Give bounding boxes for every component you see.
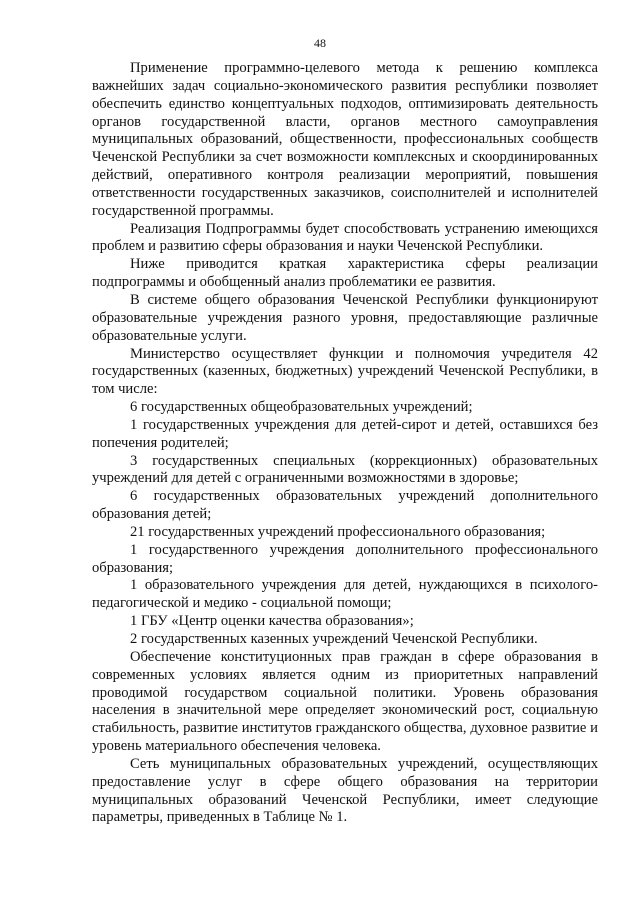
paragraph-municipal-network: Сеть муниципальных образовательных учреждений, осуществляющих предоставление услуг в сфере общего образования на территории муниципальных образований Чеченской Республики, имеет следующие параметры, приведенных в Таблице № 1. <box>92 755 598 826</box>
list-item-state-institutions: 2 государственных казенных учреждений Чеченской Республики. <box>130 631 538 647</box>
paragraph-brief-characteristics: Ниже приводится краткая характеристика сферы реализации подпрограммы и обобщенный анализ проблематики ее развития. <box>92 256 598 291</box>
paragraph-subprogram-implementation: Реализация Подпрограммы будет способствовать устранению имеющихся проблем и развитию сферы образования и науки Чеченской Республики. <box>92 220 598 255</box>
list-item-additional-education: 6 государственных образовательных учреждений дополнительного образования детей; <box>92 488 598 523</box>
paragraph-program-target-method: Применение программно-целевого метода к решению комплекса важнейших задач социально-экономического развития республики позволяет обеспечить единство концептуальных подходов, оптимизировать деятельность органов государственной власти, органов местного самоуправления муниципальных образований, общественности, профессиональных сообществ Чеченской Республики за счет возможности комплексных и скоординированных действий, оперативного контроля реализации мероприятий, повышения ответственности государственных заказчиков, соисполнителей и исполнителей государственной программы. <box>92 60 598 219</box>
list-item-professional-education: 21 государственных учреждений профессионального образования; <box>130 523 546 540</box>
list-item-special-institutions: 3 государственных специальных (коррекционных) образовательных учреждений для детей с ограниченными возможностями в здоровье; <box>92 452 598 487</box>
paragraph-ministry-functions: Министерство осуществляет функции и полномочия учредителя 42 государственных (казенных, бюджетных) учреждений Чеченской Республики, в том числе: <box>92 345 598 398</box>
page-number: 48 <box>314 36 326 50</box>
list-item-general-schools: 6 государственных общеобразовательных учреждений; <box>130 399 473 416</box>
list-item-psychological-help: 1 образовательного учреждения для детей, нуждающихся в психолого-педагогической и медико - социальной помощи; <box>92 577 598 612</box>
document-body <box>92 60 598 827</box>
paragraph-constitutional-rights: Обеспечение конституционных прав граждан в сфере образования в современных условиях является одним из приоритетных направлений проводимой государством социальной политики. Уровень образования населения в значительной мере определяет экономический рост, социальную стабильность, развитие институтов гражданского общества, духовное развитие и уровень материального обеспечения человека. <box>92 648 598 755</box>
list-item-orphan-institutions: 1 государственных учреждения для детей-сирот и детей, оставшихся без попечения родителей; <box>92 416 598 451</box>
paragraph-general-education-system: В системе общего образования Чеченской Республики функционируют образовательные учреждения разного уровня, предоставляющие различные образовательные услуги. <box>92 291 598 344</box>
list-item-additional-professional: 1 государственного учреждения дополнительного профессионального образования; <box>92 541 598 576</box>
list-item-quality-center: 1 ГБУ «Центр оценки качества образования»; <box>130 613 414 630</box>
